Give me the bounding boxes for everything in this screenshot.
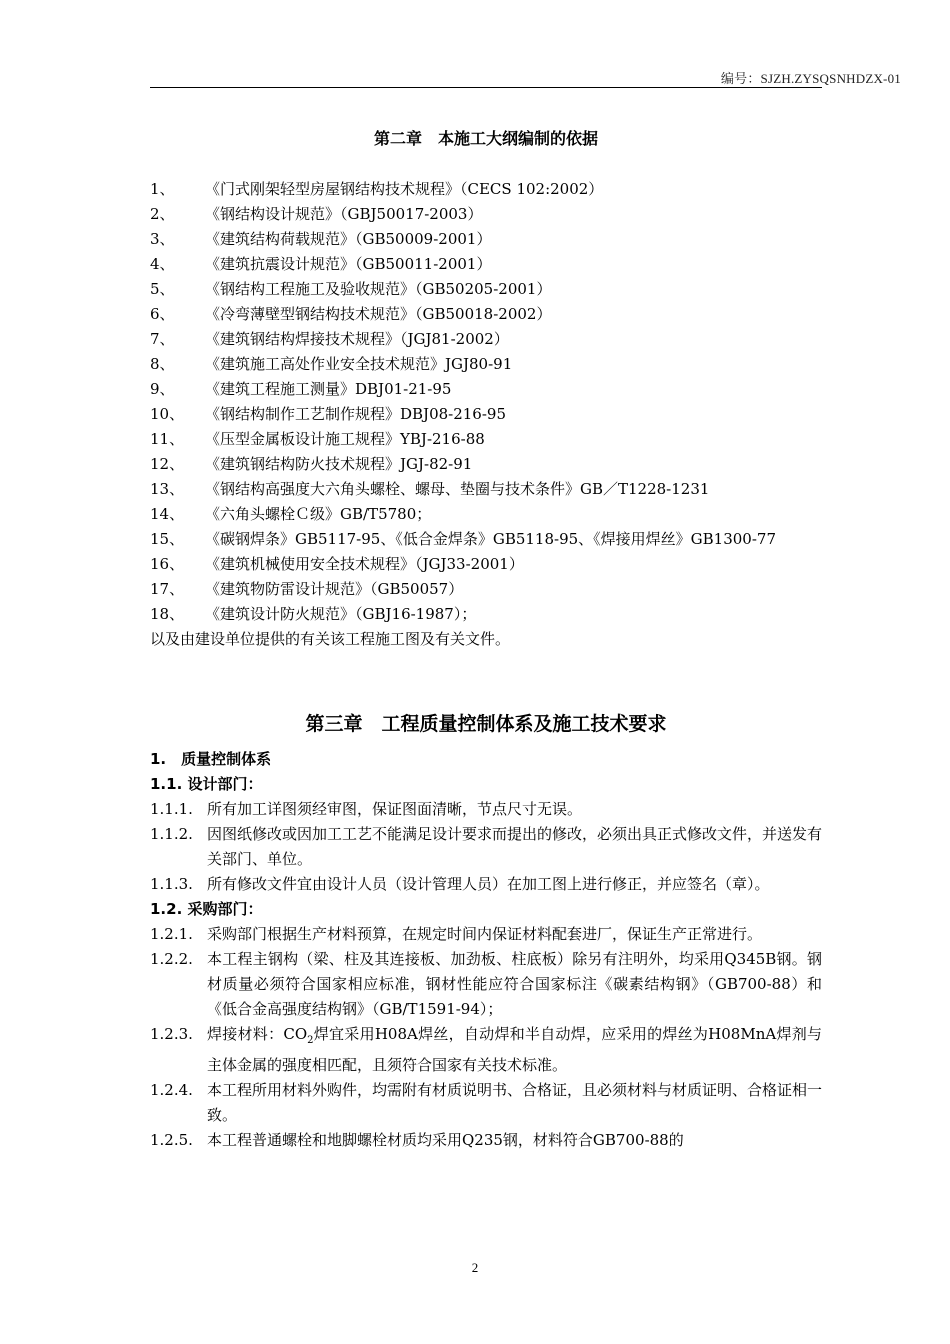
item-text: 《建筑结构荷载规范》（GB50009-2001）	[205, 230, 492, 248]
paragraph-text: 本工程所用材料外购件，均需附有材质说明书、合格证，且必须材料与材质证明、合格证相一致。	[207, 1081, 823, 1124]
paragraph-text: 采购部门根据生产材料预算，在规定时间内保证材料配套进厂，保证生产正常进行。	[207, 925, 763, 943]
paragraph-text-part: 焊接材料：CO	[207, 1025, 308, 1043]
paragraph-1-1-2	[150, 822, 822, 872]
list-item	[150, 477, 822, 502]
item-number: 13、	[150, 480, 185, 498]
header-rule	[150, 87, 822, 88]
list-item	[150, 227, 822, 252]
chapter-3-title: 第三章 工程质量控制体系及施工技术要求	[305, 713, 667, 735]
item-number: 14、	[150, 505, 185, 523]
list-item	[150, 577, 822, 602]
subscript: 2	[307, 1035, 314, 1046]
item-text: 《建筑工程施工测量》DBJ01-21-95	[205, 380, 452, 398]
item-number: 5、	[150, 280, 175, 298]
list-item	[150, 402, 822, 427]
list-item	[150, 177, 822, 202]
paragraph-number: 1.1.3.	[150, 875, 193, 893]
item-text: 《六角头螺栓Ｃ级》GB/T5780；	[205, 505, 432, 523]
item-number: 1、	[150, 180, 175, 198]
item-number: 10、	[150, 405, 185, 423]
item-number: 6、	[150, 305, 175, 323]
item-number: 9、	[150, 380, 175, 398]
subsection-heading-procurement: 1.2. 采购部门：	[150, 900, 263, 918]
item-text: 《门式刚架轻型房屋钢结构技术规程》（CECS 102:2002）	[205, 180, 604, 198]
closing-statement: 以及由建设单位提供的有关该工程施工图及有关文件。	[150, 630, 511, 648]
item-number: 12、	[150, 455, 185, 473]
item-text: 《建筑钢结构焊接技术规程》（JGJ81-2002）	[205, 330, 509, 348]
paragraph-1-2-1	[150, 922, 822, 947]
list-item	[150, 602, 822, 627]
list-item	[150, 377, 822, 402]
paragraph-1-1-3	[150, 872, 822, 897]
quality-control-section	[150, 747, 822, 1153]
list-item	[150, 352, 822, 377]
item-number: 2、	[150, 205, 175, 223]
list-item	[150, 502, 822, 527]
paragraph-text: 因图纸修改或因加工工艺不能满足设计要求而提出的修改，必须出具正式修改文件，并送发有关部门、单位。	[207, 825, 823, 868]
item-text: 《钢结构高强度大六角头螺栓、螺母、垫圈与技术条件》GB／T1228-1231	[205, 480, 710, 498]
document-code: 编号：SJZH.ZYSQSNHDZX-01	[720, 71, 901, 86]
item-text: 《建筑钢结构防火技术规程》JGJ-82-91	[205, 455, 473, 473]
paragraph-1-1-1	[150, 797, 822, 822]
paragraph-number: 1.1.2.	[150, 825, 193, 843]
item-number: 15、	[150, 530, 185, 548]
item-number: 8、	[150, 355, 175, 373]
paragraph-number: 1.2.5.	[150, 1131, 193, 1149]
list-item	[150, 277, 822, 302]
subsection-heading-design: 1.1. 设计部门：	[150, 775, 263, 793]
paragraph-number: 1.2.1.	[150, 925, 193, 943]
paragraph-number: 1.2.2.	[150, 950, 193, 968]
list-item	[150, 527, 822, 552]
list-item	[150, 202, 822, 227]
item-text: 《冷弯薄壁型钢结构技术规范》（GB50018-2002）	[205, 305, 552, 323]
page-number: 2	[471, 1260, 479, 1275]
paragraph-text	[207, 1022, 822, 1078]
section-heading: 1. 质量控制体系	[150, 750, 272, 768]
item-text: 《建筑物防雷设计规范》（GB50057）	[205, 580, 464, 598]
chapter-2-title: 第二章 本施工大纲编制的依据	[373, 129, 598, 148]
paragraph-1-2-4	[150, 1078, 822, 1128]
paragraph-text: 本工程普通螺栓和地脚螺栓材质均采用Q235钢，材料符合GB700-88的	[207, 1131, 684, 1149]
paragraph-1-2-5	[150, 1128, 822, 1153]
item-number: 17、	[150, 580, 185, 598]
item-number: 18、	[150, 605, 185, 623]
paragraph-number: 1.2.4.	[150, 1081, 193, 1099]
paragraph-number: 1.1.1.	[150, 800, 193, 818]
item-text: 《压型金属板设计施工规程》YBJ-216-88	[205, 430, 485, 448]
list-item	[150, 302, 822, 327]
item-text: 《建筑机械使用安全技术规程》（JGJ33-2001）	[205, 555, 524, 573]
item-text: 《建筑设计防火规范》（GBJ16-1987）；	[205, 605, 477, 623]
item-number: 7、	[150, 330, 175, 348]
item-text: 《碳钢焊条》GB5117-95、《低合金焊条》GB5118-95、《焊接用焊丝》GB1300-77	[205, 530, 777, 548]
list-item	[150, 552, 822, 577]
item-text: 《钢结构制作工艺制作规程》DBJ08-216-95	[205, 405, 507, 423]
item-number: 16、	[150, 555, 185, 573]
list-item	[150, 427, 822, 452]
list-item	[150, 252, 822, 277]
item-text: 《钢结构设计规范》（GBJ50017-2003）	[205, 205, 483, 223]
item-number: 4、	[150, 255, 175, 273]
paragraph-number: 1.2.3.	[150, 1025, 193, 1043]
item-text: 《钢结构工程施工及验收规范》（GB50205-2001）	[205, 280, 552, 298]
paragraph-text-part: 焊宜采用H08A焊丝，自动焊和半自动焊，应采用的焊丝为H08MnA焊剂与主体金属的强度相匹配，且须符合国家有关技术标准。	[207, 1025, 823, 1074]
item-number: 11、	[150, 430, 185, 448]
paragraph-text: 本工程主钢构（梁、柱及其连接板、加劲板、柱底板）除另有注明外，均采用Q345B钢。钢材质量必须符合国家相应标准，钢材性能应符合国家标注《碳素结构钢》（GB700-88）和《低合金高强度结构钢》（GB/T1591-94）；	[207, 950, 822, 1018]
paragraph-text: 所有修改文件宜由设计人员（设计管理人员）在加工图上进行修正，并应签名（章）。	[207, 875, 770, 893]
list-item	[150, 327, 822, 352]
item-number: 3、	[150, 230, 175, 248]
item-text: 《建筑抗震设计规范》（GB50011-2001）	[205, 255, 492, 273]
paragraph-1-2-2	[150, 947, 822, 1022]
list-item	[150, 452, 822, 477]
paragraph-text: 所有加工详图须经审图，保证图面清晰，节点尺寸无误。	[207, 800, 583, 818]
paragraph-1-2-3	[150, 1022, 822, 1078]
reference-list	[150, 177, 822, 652]
item-text: 《建筑施工高处作业安全技术规范》JGJ80-91	[205, 355, 513, 373]
